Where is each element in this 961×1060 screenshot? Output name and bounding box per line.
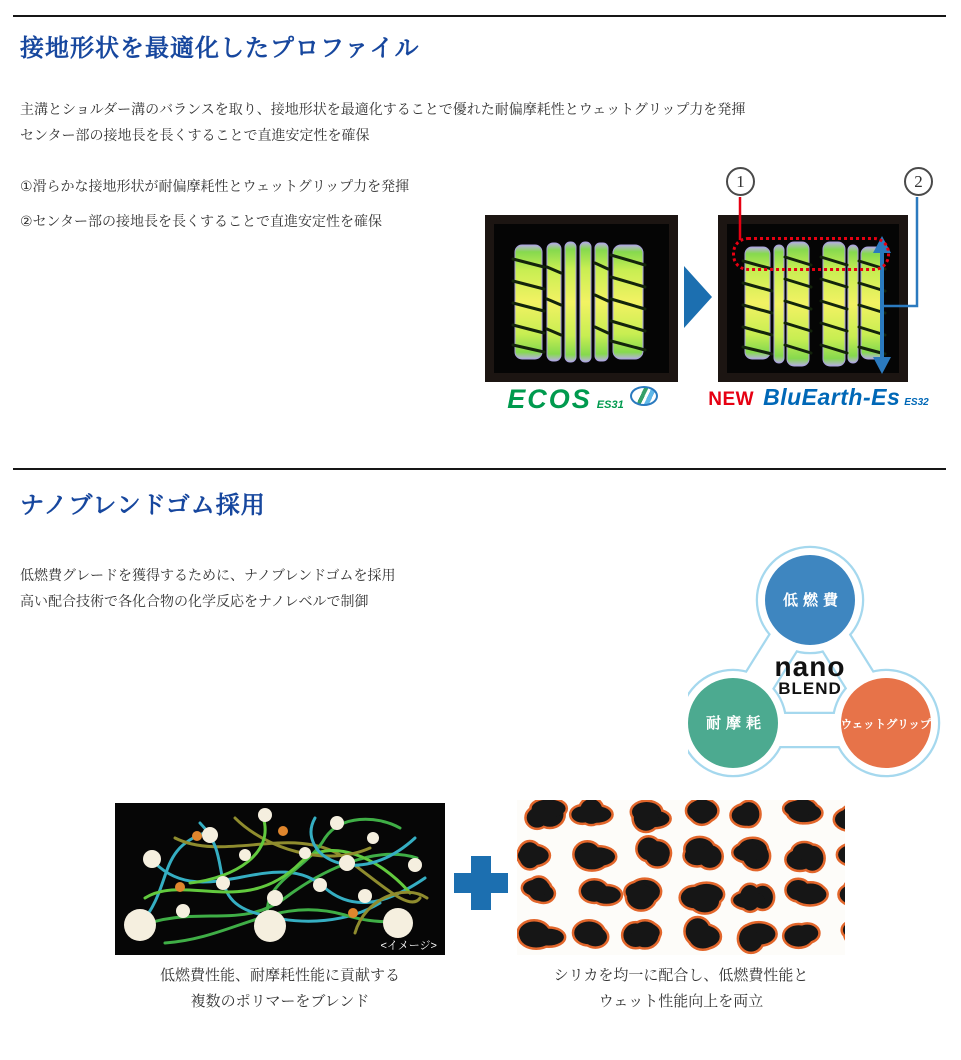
new-tag-text: NEW	[708, 389, 755, 410]
section1-intro	[20, 96, 745, 148]
section2-intro-line2: 高い配合技術で各化合物の化学反応をナノレベルで制御	[20, 593, 369, 609]
callout-2-number: 2	[914, 171, 923, 191]
section-divider-top	[13, 15, 946, 17]
point2-text: センター部の接地長を長くすることで直進安定性を確保	[32, 213, 383, 229]
callout-2-badge	[904, 167, 933, 196]
callout-1-badge	[726, 167, 755, 196]
polymer-caption-line1: 低燃費性能、耐摩耗性能に貢献する	[159, 967, 400, 984]
section1-point2	[20, 211, 382, 231]
nano-text: nano	[774, 651, 846, 682]
section2-intro-line1: 低燃費グレードを獲得するために、ナノブレンドゴムを採用	[20, 567, 396, 583]
point1-text: 滑らかな接地形状が耐偏摩耗性とウェットグリップ力を発揮	[32, 178, 410, 194]
silica-caption-line1: シリカを均一に配合し、低燃費性能と	[553, 967, 809, 984]
callout-1-number: 1	[736, 171, 745, 191]
image-note: <イメージ>	[380, 940, 437, 952]
wet-grip-label: ウェットグリップ	[840, 719, 932, 731]
ecos-model-text: ES31	[596, 399, 624, 411]
silica-caption-line2: ウェット性能向上を両立	[598, 993, 764, 1010]
polymer-caption	[115, 963, 445, 1015]
section1-intro-line1: 主溝とショルダー溝のバランスを取り、接地形状を最適化することで優れた耐偏摩耗性とウェットグリップ力を発揮	[20, 101, 746, 117]
silica-pattern-image	[517, 800, 845, 955]
point1-marker: ①	[20, 178, 33, 194]
polymer-caption-line2: 複数のポリマーをブレンド	[190, 993, 370, 1010]
section1-point1	[20, 176, 409, 196]
blend-text: BLEND	[778, 679, 842, 698]
bluearth-model-text: ES32	[904, 397, 929, 408]
silica-caption	[517, 963, 845, 1015]
wear-resistance-label: 耐摩耗	[705, 715, 767, 732]
point2-marker: ②	[20, 213, 33, 229]
polymer-blend-image	[115, 803, 445, 955]
figure-annotations	[480, 160, 961, 420]
ecos-brand-text: ECOS	[507, 384, 592, 414]
smooth-shoulder-highlight-box	[732, 237, 890, 271]
section1-title: 接地形状を最適化したプロファイル	[20, 35, 420, 62]
section2-intro	[20, 562, 396, 614]
section-divider-middle	[13, 468, 946, 470]
transition-arrow-icon	[684, 266, 712, 328]
section1-intro-line2: センター部の接地長を長くすることで直進安定性を確保	[20, 127, 370, 143]
section2-title: ナノブレンドゴム採用	[20, 492, 266, 519]
fuel-economy-label: 低燃費	[782, 592, 844, 609]
bluearth-brand-text: BluEarth-Es	[763, 384, 901, 410]
nano-blend-diagram	[688, 545, 960, 790]
